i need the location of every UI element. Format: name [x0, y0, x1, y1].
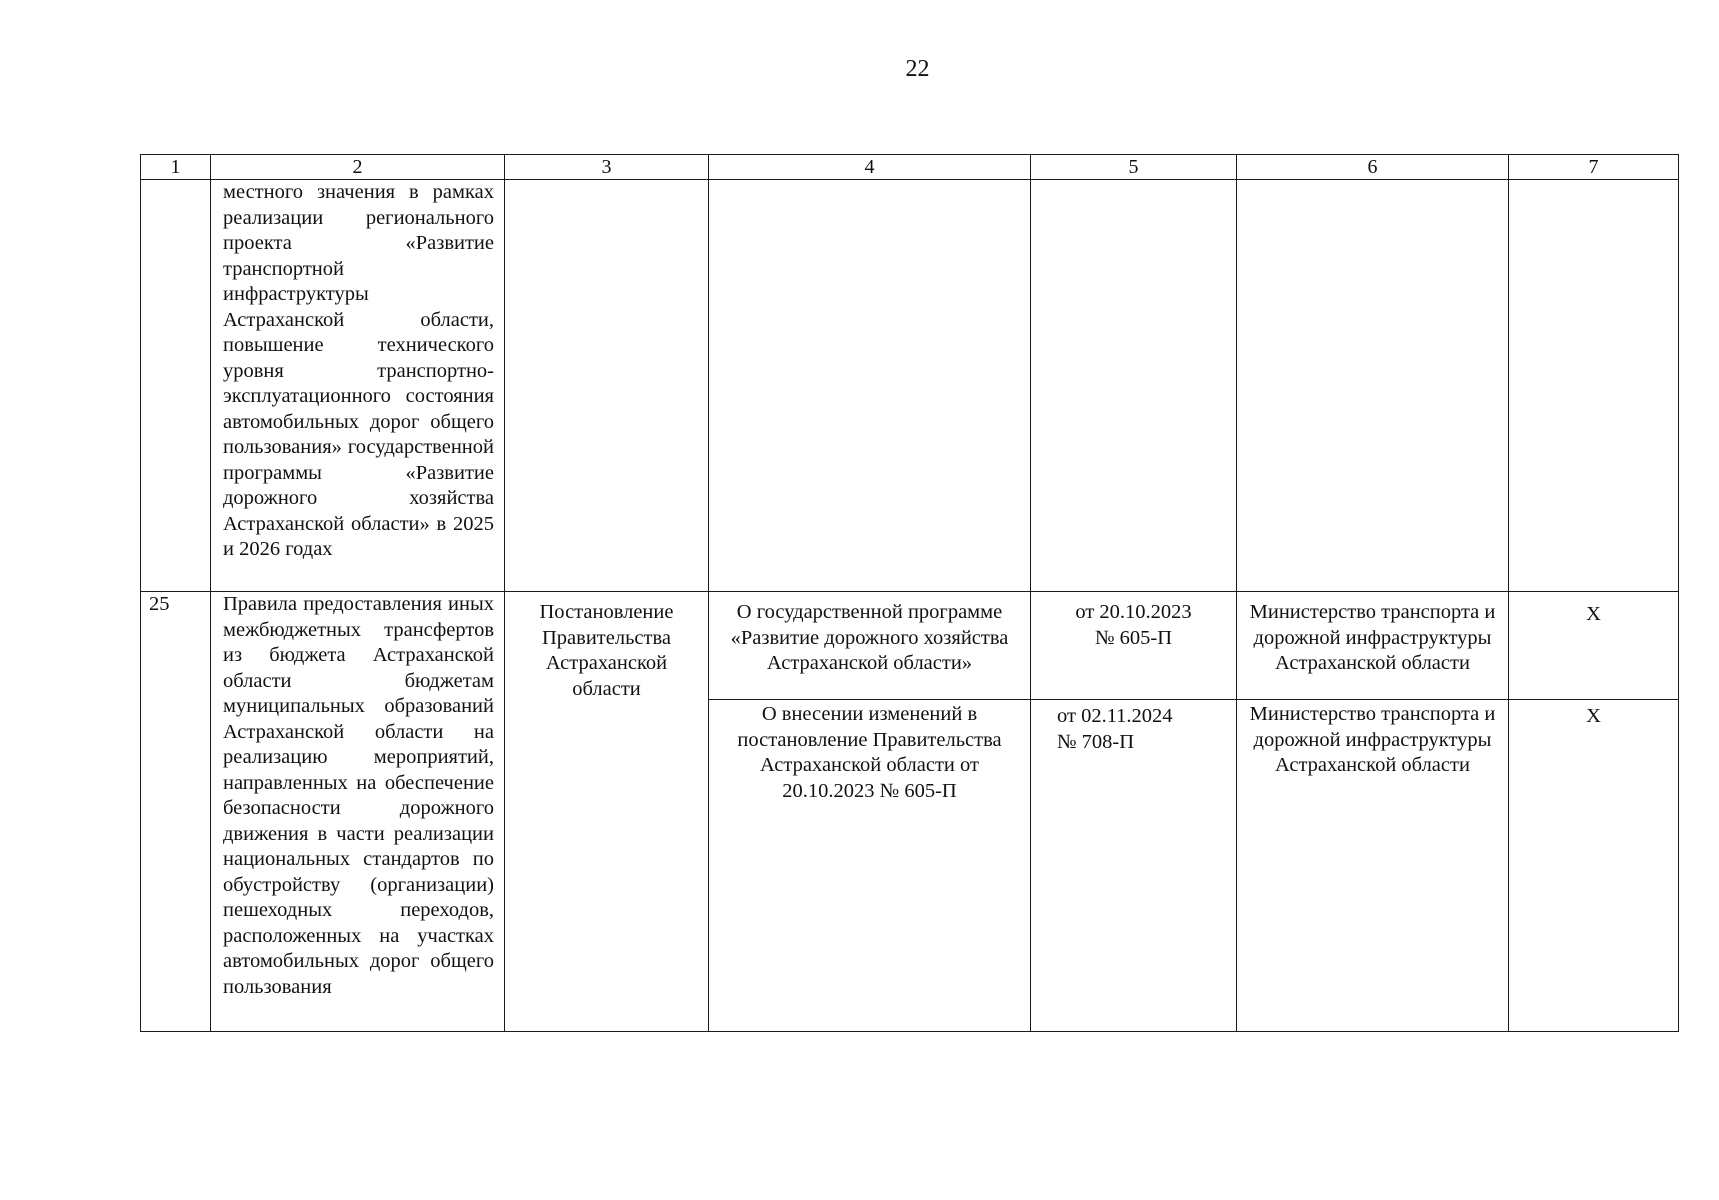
sub-row-1-authority: Министерство транспорта и дорожной инфраструктуры Астраханской области	[1237, 592, 1509, 700]
page-number: 22	[905, 56, 930, 82]
header-col-6: 6	[1237, 155, 1509, 180]
continuation-authority-cell	[1237, 180, 1509, 592]
sub-row-2-mark: Х	[1509, 700, 1679, 1032]
row-number: 25	[141, 592, 211, 1032]
row-doc-type-cell: Постановление Правительства Астраханской области	[505, 592, 709, 1032]
continuation-date-cell	[1031, 180, 1237, 592]
sub-row-1-mark: Х	[1509, 592, 1679, 700]
document-table	[140, 154, 1679, 1032]
sub-row-1-date-text: от 20.10.2023	[1075, 601, 1192, 623]
table-row-25-a	[141, 592, 1679, 700]
sub-row-2-title: О внесении изменений в постановление Правительства Астраханской области от 20.10.2023 № 605-П	[709, 700, 1031, 1032]
table-row-continuation	[141, 180, 1679, 592]
sub-row-2-doc-number: № 708-П	[1057, 730, 1135, 753]
sub-row-2-authority: Министерство транспорта и дорожной инфраструктуры Астраханской области	[1237, 700, 1509, 1032]
continuation-doc-type-cell	[505, 180, 709, 592]
sub-row-1-date	[1031, 592, 1237, 700]
continuation-number-cell	[141, 180, 211, 592]
header-col-4: 4	[709, 155, 1031, 180]
sub-row-2-date	[1031, 700, 1237, 1032]
row-name-cell: Правила предоставления иных межбюджетных трансфертов из бюджета Астраханской области бюджетам муниципальных образований Астраханской области на реализацию мероприятий, направленных на обеспечение безопасности дорожного движения в части реализации национальных стандартов по обустройству (организации) пешеходных переходов, расположенных на участках автомобильных дорог общего пользования	[211, 592, 505, 1032]
header-col-7: 7	[1509, 155, 1679, 180]
sub-row-1-title: О государственной программе «Развитие дорожного хозяйства Астраханской области»	[709, 592, 1031, 700]
continuation-name-cell: местного значения в рамках реализации регионального проекта «Развитие транспортной инфраструктуры Астраханской области, повышение технического уровня транспортно-эксплуатационного состояния автомобильных дорог общего пользования» государственной программы «Развитие дорожного хозяйства Астраханской области» в 2025 и 2026 годах	[211, 180, 505, 592]
header-col-5: 5	[1031, 155, 1237, 180]
sub-row-1-doc-number: № 605-П	[1094, 626, 1173, 649]
header-col-3: 3	[505, 155, 709, 180]
header-col-1: 1	[141, 155, 211, 180]
continuation-title-cell	[709, 180, 1031, 592]
header-row	[141, 155, 1679, 180]
sub-row-2-date-text: от 02.11.2024	[1057, 705, 1173, 727]
header-col-2: 2	[211, 155, 505, 180]
continuation-mark-cell	[1509, 180, 1679, 592]
